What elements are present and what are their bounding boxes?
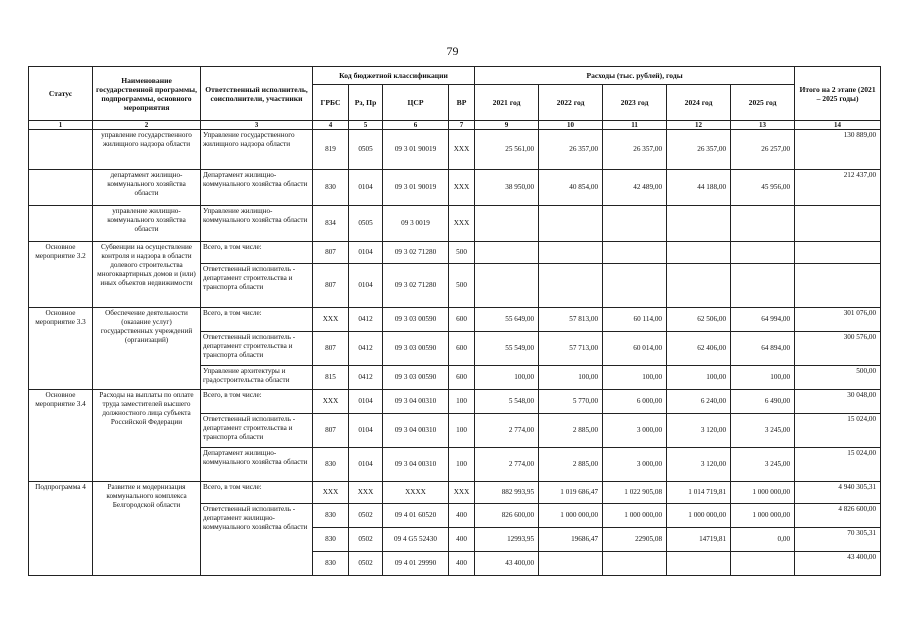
vr-cell: XXX bbox=[449, 206, 475, 242]
csr-cell: XXXX bbox=[383, 482, 449, 504]
header-total: Итого на 2 этапе (2021 – 2025 годы) bbox=[795, 67, 881, 121]
expense-cell: 26 357,00 bbox=[603, 130, 667, 170]
header-2025: 2025 год bbox=[731, 85, 795, 121]
expense-cell: 2 774,00 bbox=[475, 448, 539, 482]
responsible-cell: Управление архитектуры и градостроительства области bbox=[201, 366, 313, 390]
column-index-cell: 6 bbox=[383, 121, 449, 130]
name-cell: департамент жилищно-коммунального хозяйства области bbox=[93, 170, 201, 206]
grbs-cell: XXX bbox=[313, 390, 349, 414]
name-cell: Обеспечение деятельности (оказание услуг) государственных учреждений (организаций) bbox=[93, 308, 201, 390]
status-cell: Основное мероприятие 3.3 bbox=[29, 308, 93, 390]
csr-cell: 09 4 G5 52430 bbox=[383, 528, 449, 552]
vr-cell: 500 bbox=[449, 242, 475, 264]
responsible-cell: Ответственный исполнитель - департамент строительства и транспорта области bbox=[201, 332, 313, 366]
expense-cell: 26 357,00 bbox=[539, 130, 603, 170]
page-number: 79 bbox=[446, 44, 459, 58]
expense-cell: 55 649,00 bbox=[475, 308, 539, 332]
expense-cell bbox=[603, 206, 667, 242]
expense-cell bbox=[731, 264, 795, 308]
name-cell: Субвенции на осуществление контроля и надзора в области долевого строительства многоквартирных домов и (или) иных объектов недвижимости bbox=[93, 242, 201, 308]
table-row bbox=[29, 242, 881, 264]
expense-cell: 2 885,00 bbox=[539, 448, 603, 482]
csr-cell: 09 3 02 71280 bbox=[383, 264, 449, 308]
column-index-cell: 14 bbox=[795, 121, 881, 130]
expense-cell: 43 400,00 bbox=[475, 552, 539, 576]
expense-cell bbox=[475, 264, 539, 308]
csr-cell: 09 3 01 90019 bbox=[383, 130, 449, 170]
total-cell: 15 024,00 bbox=[795, 414, 881, 448]
expense-cell: 42 489,00 bbox=[603, 170, 667, 206]
expense-cell: 64 994,00 bbox=[731, 308, 795, 332]
expense-cell: 6 000,00 bbox=[603, 390, 667, 414]
total-cell: 301 076,00 bbox=[795, 308, 881, 332]
expense-cell: 25 561,00 bbox=[475, 130, 539, 170]
expense-cell bbox=[731, 242, 795, 264]
table-row bbox=[29, 170, 881, 206]
vr-cell: 400 bbox=[449, 528, 475, 552]
expense-cell: 882 993,95 bbox=[475, 482, 539, 504]
column-index-cell: 1 bbox=[29, 121, 93, 130]
grbs-cell: 815 bbox=[313, 366, 349, 390]
table-row bbox=[29, 308, 881, 332]
responsible-cell: Ответственный исполнитель - департамент строительства и транспорта области bbox=[201, 264, 313, 308]
expense-cell: 26 257,00 bbox=[731, 130, 795, 170]
csr-cell: 09 3 03 00590 bbox=[383, 366, 449, 390]
status-cell: Основное мероприятие 3.4 bbox=[29, 390, 93, 482]
expense-cell bbox=[475, 206, 539, 242]
expense-cell: 1 000 000,00 bbox=[667, 504, 731, 528]
expense-cell bbox=[539, 552, 603, 576]
vr-cell: 600 bbox=[449, 332, 475, 366]
csr-cell: 09 3 04 00310 bbox=[383, 448, 449, 482]
expense-cell: 57 713,00 bbox=[539, 332, 603, 366]
csr-cell: 09 3 03 00590 bbox=[383, 332, 449, 366]
status-cell: Основное мероприятие 3.2 bbox=[29, 242, 93, 308]
expense-cell: 2 774,00 bbox=[475, 414, 539, 448]
expense-cell: 826 600,00 bbox=[475, 504, 539, 528]
rz-cell: XXX bbox=[349, 482, 383, 504]
grbs-cell: 830 bbox=[313, 528, 349, 552]
column-index-cell: 10 bbox=[539, 121, 603, 130]
responsible-cell: Управление жилищно-коммунального хозяйства области bbox=[201, 206, 313, 242]
header-csr: ЦСР bbox=[383, 85, 449, 121]
responsible-cell: Управление государственного жилищного надзора области bbox=[201, 130, 313, 170]
vr-cell: 400 bbox=[449, 552, 475, 576]
expense-cell: 1 019 686,47 bbox=[539, 482, 603, 504]
csr-cell: 09 3 04 00310 bbox=[383, 390, 449, 414]
header-2022: 2022 год bbox=[539, 85, 603, 121]
expense-cell bbox=[667, 264, 731, 308]
expense-cell: 3 120,00 bbox=[667, 414, 731, 448]
expense-cell: 1 014 719,81 bbox=[667, 482, 731, 504]
expense-cell: 57 813,00 bbox=[539, 308, 603, 332]
total-cell: 4 940 305,31 bbox=[795, 482, 881, 504]
total-cell bbox=[795, 206, 881, 242]
csr-cell: 09 3 04 00310 bbox=[383, 414, 449, 448]
csr-cell: 09 3 0019 bbox=[383, 206, 449, 242]
csr-cell: 09 3 02 71280 bbox=[383, 242, 449, 264]
column-index-cell: 4 bbox=[313, 121, 349, 130]
expense-cell: 14719,81 bbox=[667, 528, 731, 552]
column-index-cell: 7 bbox=[449, 121, 475, 130]
rz-cell: 0412 bbox=[349, 308, 383, 332]
vr-cell: 100 bbox=[449, 390, 475, 414]
status-cell bbox=[29, 170, 93, 206]
expense-cell bbox=[603, 264, 667, 308]
header-budget-code: Код бюджетной классификации bbox=[313, 67, 475, 85]
csr-cell: 09 4 01 60520 bbox=[383, 504, 449, 528]
grbs-cell: XXX bbox=[313, 308, 349, 332]
expense-cell: 1 000 000,00 bbox=[731, 504, 795, 528]
vr-cell: XXX bbox=[449, 130, 475, 170]
header-grbs: ГРБС bbox=[313, 85, 349, 121]
expense-cell: 55 549,00 bbox=[475, 332, 539, 366]
vr-cell: XXX bbox=[449, 482, 475, 504]
total-cell: 70 305,31 bbox=[795, 528, 881, 552]
header-2024: 2024 год bbox=[667, 85, 731, 121]
expense-cell: 5 770,00 bbox=[539, 390, 603, 414]
rz-cell: 0104 bbox=[349, 264, 383, 308]
expense-cell: 38 950,00 bbox=[475, 170, 539, 206]
expense-cell: 1 000 000,00 bbox=[731, 482, 795, 504]
column-index-cell: 2 bbox=[93, 121, 201, 130]
column-index-cell: 5 bbox=[349, 121, 383, 130]
name-cell: управление жилищно-коммунального хозяйства области bbox=[93, 206, 201, 242]
grbs-cell: XXX bbox=[313, 482, 349, 504]
expense-cell: 1 022 905,08 bbox=[603, 482, 667, 504]
expense-cell: 6 490,00 bbox=[731, 390, 795, 414]
expense-cell: 5 548,00 bbox=[475, 390, 539, 414]
expense-cell: 3 120,00 bbox=[667, 448, 731, 482]
expense-cell: 22905,08 bbox=[603, 528, 667, 552]
table-row bbox=[29, 390, 881, 414]
expense-cell: 64 894,00 bbox=[731, 332, 795, 366]
expense-cell: 3 245,00 bbox=[731, 414, 795, 448]
expense-cell bbox=[731, 552, 795, 576]
expense-cell: 100,00 bbox=[667, 366, 731, 390]
grbs-cell: 807 bbox=[313, 414, 349, 448]
header-name: Наименование государственной программы, подпрограммы, основного мероприятия bbox=[93, 67, 201, 121]
table-row bbox=[29, 130, 881, 170]
csr-cell: 09 3 01 90019 bbox=[383, 170, 449, 206]
expense-cell: 62 406,00 bbox=[667, 332, 731, 366]
column-index-cell: 13 bbox=[731, 121, 795, 130]
rz-cell: 0104 bbox=[349, 170, 383, 206]
total-cell: 43 400,00 bbox=[795, 552, 881, 576]
vr-cell: XXX bbox=[449, 170, 475, 206]
column-index-cell: 3 bbox=[201, 121, 313, 130]
rz-cell: 0505 bbox=[349, 130, 383, 170]
rz-cell: 0104 bbox=[349, 414, 383, 448]
status-cell: Подпрограмма 4 bbox=[29, 482, 93, 576]
name-cell: Развитие и модернизация коммунального комплекса Белгородской области bbox=[93, 482, 201, 576]
csr-cell: 09 3 03 00590 bbox=[383, 308, 449, 332]
grbs-cell: 807 bbox=[313, 332, 349, 366]
total-cell: 212 437,00 bbox=[795, 170, 881, 206]
responsible-cell: Ответственный исполнитель - департамент строительства и транспорта области bbox=[201, 414, 313, 448]
column-index-cell: 9 bbox=[475, 121, 539, 130]
grbs-cell: 807 bbox=[313, 242, 349, 264]
responsible-cell: Департамент жилищно-коммунального хозяйства области bbox=[201, 170, 313, 206]
expense-cell: 100,00 bbox=[539, 366, 603, 390]
vr-cell: 100 bbox=[449, 414, 475, 448]
expense-cell: 60 014,00 bbox=[603, 332, 667, 366]
header-vr: ВР bbox=[449, 85, 475, 121]
column-index-cell: 11 bbox=[603, 121, 667, 130]
csr-cell: 09 4 01 29990 bbox=[383, 552, 449, 576]
expense-cell bbox=[539, 264, 603, 308]
expense-cell: 60 114,00 bbox=[603, 308, 667, 332]
grbs-cell: 819 bbox=[313, 130, 349, 170]
rz-cell: 0104 bbox=[349, 390, 383, 414]
responsible-cell: Департамент жилищно-коммунального хозяйства области bbox=[201, 448, 313, 482]
rz-cell: 0412 bbox=[349, 332, 383, 366]
responsible-cell: Всего, в том числе: bbox=[201, 482, 313, 504]
column-index-row bbox=[29, 121, 881, 130]
responsible-cell: Всего, в том числе: bbox=[201, 308, 313, 332]
expense-cell: 1 000 000,00 bbox=[603, 504, 667, 528]
expense-cell: 100,00 bbox=[731, 366, 795, 390]
expense-cell bbox=[667, 242, 731, 264]
expense-cell: 3 000,00 bbox=[603, 448, 667, 482]
expense-cell: 3 245,00 bbox=[731, 448, 795, 482]
rz-cell: 0104 bbox=[349, 242, 383, 264]
expense-cell: 6 240,00 bbox=[667, 390, 731, 414]
total-cell: 130 889,00 bbox=[795, 130, 881, 170]
header-rz: Рз, Пр bbox=[349, 85, 383, 121]
expense-cell: 12993,95 bbox=[475, 528, 539, 552]
column-index-cell: 12 bbox=[667, 121, 731, 130]
rz-cell: 0104 bbox=[349, 448, 383, 482]
grbs-cell: 834 bbox=[313, 206, 349, 242]
grbs-cell: 830 bbox=[313, 448, 349, 482]
expense-cell: 100,00 bbox=[603, 366, 667, 390]
expense-cell: 19686,47 bbox=[539, 528, 603, 552]
header-2023: 2023 год bbox=[603, 85, 667, 121]
expense-cell: 40 854,00 bbox=[539, 170, 603, 206]
header-2021: 2021 год bbox=[475, 85, 539, 121]
grbs-cell: 830 bbox=[313, 552, 349, 576]
expense-cell bbox=[667, 206, 731, 242]
vr-cell: 100 bbox=[449, 448, 475, 482]
grbs-cell: 830 bbox=[313, 170, 349, 206]
responsible-cell: Всего, в том числе: bbox=[201, 242, 313, 264]
expense-cell: 62 506,00 bbox=[667, 308, 731, 332]
rz-cell: 0502 bbox=[349, 552, 383, 576]
rz-cell: 0502 bbox=[349, 504, 383, 528]
total-cell: 500,00 bbox=[795, 366, 881, 390]
expense-cell: 1 000 000,00 bbox=[539, 504, 603, 528]
expense-cell: 26 357,00 bbox=[667, 130, 731, 170]
expense-cell bbox=[475, 242, 539, 264]
status-cell bbox=[29, 130, 93, 170]
rz-cell: 0502 bbox=[349, 528, 383, 552]
expense-cell: 100,00 bbox=[475, 366, 539, 390]
vr-cell: 600 bbox=[449, 308, 475, 332]
vr-cell: 600 bbox=[449, 366, 475, 390]
responsible-cell: Всего, в том числе: bbox=[201, 390, 313, 414]
budget-table bbox=[28, 66, 881, 576]
expense-cell: 0,00 bbox=[731, 528, 795, 552]
expense-cell bbox=[603, 552, 667, 576]
total-cell: 300 576,00 bbox=[795, 332, 881, 366]
responsible-cell: Ответственный исполнитель - департамент жилищно-коммунального хозяйства области bbox=[201, 504, 313, 576]
total-cell: 15 024,00 bbox=[795, 448, 881, 482]
total-cell: 30 048,00 bbox=[795, 390, 881, 414]
status-cell bbox=[29, 206, 93, 242]
expense-cell bbox=[603, 242, 667, 264]
table-row bbox=[29, 482, 881, 504]
total-cell bbox=[795, 242, 881, 264]
total-cell: 4 826 600,00 bbox=[795, 504, 881, 528]
header-expenses: Расходы (тыс. рублей), годы bbox=[475, 67, 795, 85]
grbs-cell: 807 bbox=[313, 264, 349, 308]
grbs-cell: 830 bbox=[313, 504, 349, 528]
header-status: Статус bbox=[29, 67, 93, 121]
rz-cell: 0412 bbox=[349, 366, 383, 390]
name-cell: Расходы на выплаты по оплате труда заместителей высшего должностного лица субъекта Российской Федерации bbox=[93, 390, 201, 482]
expense-cell bbox=[667, 552, 731, 576]
expense-cell bbox=[539, 242, 603, 264]
rz-cell: 0505 bbox=[349, 206, 383, 242]
expense-cell: 45 956,00 bbox=[731, 170, 795, 206]
expense-cell bbox=[731, 206, 795, 242]
table-row bbox=[29, 206, 881, 242]
vr-cell: 400 bbox=[449, 504, 475, 528]
expense-cell: 2 885,00 bbox=[539, 414, 603, 448]
name-cell: управление государственного жилищного надзора области bbox=[93, 130, 201, 170]
vr-cell: 500 bbox=[449, 264, 475, 308]
expense-cell: 3 000,00 bbox=[603, 414, 667, 448]
header-responsible: Ответственный исполнитель, соисполнители, участники bbox=[201, 67, 313, 121]
expense-cell: 44 188,00 bbox=[667, 170, 731, 206]
total-cell bbox=[795, 264, 881, 308]
expense-cell bbox=[539, 206, 603, 242]
